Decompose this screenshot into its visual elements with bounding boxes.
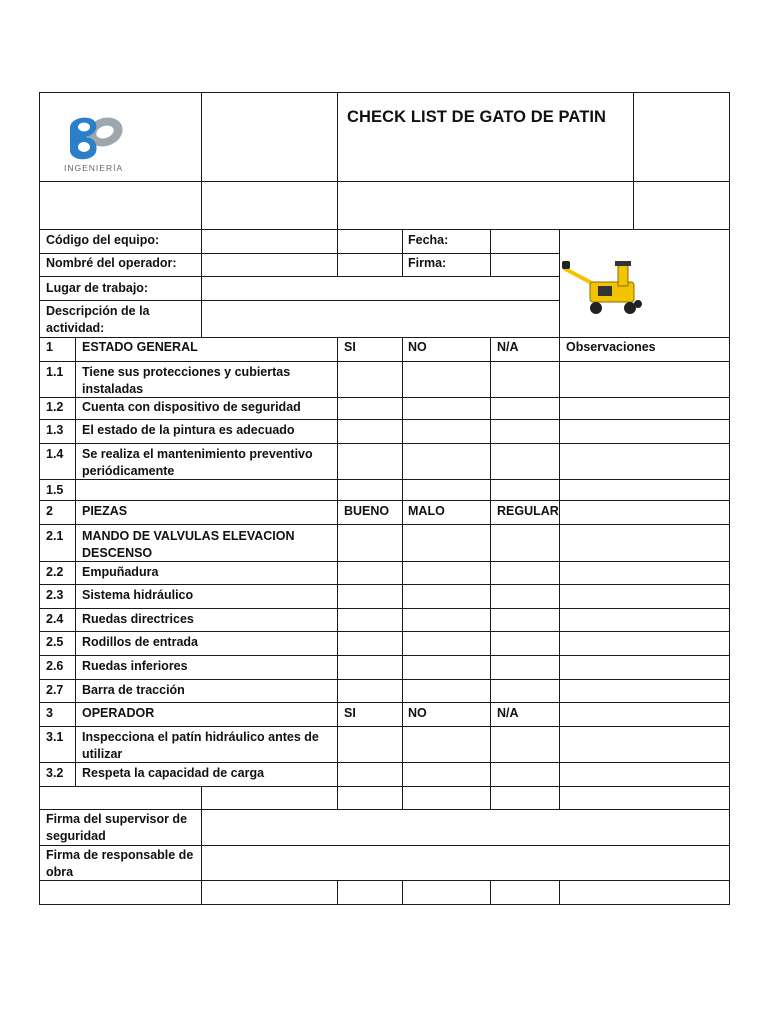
section3-title: OPERADOR [82, 706, 155, 720]
rule [39, 880, 730, 881]
item-number: 2.7 [46, 683, 64, 697]
section2-number: 2 [46, 504, 53, 518]
rule [490, 229, 491, 276]
rule [39, 92, 40, 905]
floor-jack-image [560, 256, 646, 328]
descripcion-label: Descripción de la actividad: [46, 304, 150, 335]
rule [559, 337, 560, 809]
rule [75, 337, 76, 786]
item-text: Barra de tracción [82, 683, 185, 697]
rule [39, 809, 730, 810]
rule [490, 337, 491, 809]
rule [39, 181, 730, 182]
rule [559, 880, 560, 905]
item-number: 1.2 [46, 400, 64, 414]
supervisor-signature-label: Firma del supervisor de seguridad [46, 812, 188, 843]
item-number: 1.3 [46, 423, 64, 437]
rule [39, 845, 730, 846]
section1-col-si: SI [344, 340, 356, 354]
rule [337, 880, 338, 905]
item-number: 3.1 [46, 730, 64, 744]
rule [39, 561, 730, 562]
item-text: Ruedas directrices [82, 612, 194, 626]
responsable-signature-label: Firma de responsable de obra [46, 848, 194, 879]
rule [39, 500, 730, 501]
item-text: Empuñadura [82, 565, 159, 579]
item-number: 2.6 [46, 659, 64, 673]
item-text: Se realiza el mantenimiento preventivo periódicamente [82, 447, 313, 478]
section2-title: PIEZAS [82, 504, 128, 518]
rule [39, 479, 730, 480]
lugar-label: Lugar de trabajo: [46, 281, 149, 295]
rule [39, 229, 730, 230]
rule [337, 92, 338, 230]
rule [39, 300, 560, 301]
rule [201, 229, 202, 337]
section3-number: 3 [46, 706, 53, 720]
section1-col-na: N/A [497, 340, 519, 354]
section2-col-malo: MALO [408, 504, 445, 518]
fecha-label: Fecha: [408, 233, 449, 247]
rule [39, 679, 730, 680]
item-number: 2.2 [46, 565, 64, 579]
rule [633, 92, 634, 230]
item-text: Tiene sus protecciones y cubiertas instaladas [82, 365, 291, 396]
item-number: 2.5 [46, 635, 64, 649]
rule [201, 92, 202, 230]
logo-text: INGENIERÍA [64, 163, 124, 173]
rule [39, 92, 730, 93]
rule [39, 337, 730, 338]
codigo-label: Código del equipo: [46, 233, 160, 247]
item-number: 2.1 [46, 529, 64, 543]
section2-col-bueno: BUENO [344, 504, 390, 518]
rule [729, 92, 730, 905]
section3-col-na: N/A [497, 706, 519, 720]
rule [39, 397, 730, 398]
section3-col-no: NO [408, 706, 427, 720]
rule [39, 524, 730, 525]
section1-col-no: NO [408, 340, 427, 354]
section1-col-observaciones: Observaciones [566, 340, 656, 354]
item-text: Ruedas inferiores [82, 659, 188, 673]
rule [39, 253, 560, 254]
item-number: 2.4 [46, 612, 64, 626]
rule [402, 880, 403, 905]
rule [337, 337, 338, 809]
item-number: 1.4 [46, 447, 64, 461]
document-title: CHECK LIST DE GATO DE PATIN [347, 108, 607, 126]
item-number: 1.5 [46, 483, 64, 497]
item-text: Rodillos de entrada [82, 635, 198, 649]
item-text: MANDO DE VALVULAS ELEVACION DESCENSO [82, 529, 295, 560]
rule [39, 608, 730, 609]
rule [490, 880, 491, 905]
rule [201, 786, 202, 905]
rule [39, 786, 730, 787]
rule [39, 419, 730, 420]
rule [39, 904, 730, 905]
rule [39, 443, 730, 444]
item-text: Sistema hidráulico [82, 588, 194, 602]
rule [39, 702, 730, 703]
item-text: Respeta la capacidad de carga [82, 766, 265, 780]
rule [39, 276, 560, 277]
item-text: Cuenta con dispositivo de seguridad [82, 400, 301, 414]
section3-col-si: SI [344, 706, 356, 720]
rule [39, 762, 730, 763]
item-text: Inspecciona el patín hidráulico antes de utilizar [82, 730, 319, 761]
item-text: El estado de la pintura es adecuado [82, 423, 295, 437]
rule [39, 655, 730, 656]
rule [337, 229, 338, 276]
rule [402, 229, 403, 276]
item-number: 3.2 [46, 766, 64, 780]
rule [39, 361, 730, 362]
item-number: 2.3 [46, 588, 64, 602]
firma-label: Firma: [408, 256, 447, 270]
rule [39, 631, 730, 632]
item-number: 1.1 [46, 365, 64, 379]
rule [39, 584, 730, 585]
section2-col-regular: REGULAR [497, 504, 559, 518]
operador-label: Nombré del operador: [46, 256, 177, 270]
section1-title: ESTADO GENERAL [82, 340, 198, 354]
rule [39, 726, 730, 727]
rule [402, 337, 403, 809]
section1-number: 1 [46, 340, 53, 354]
